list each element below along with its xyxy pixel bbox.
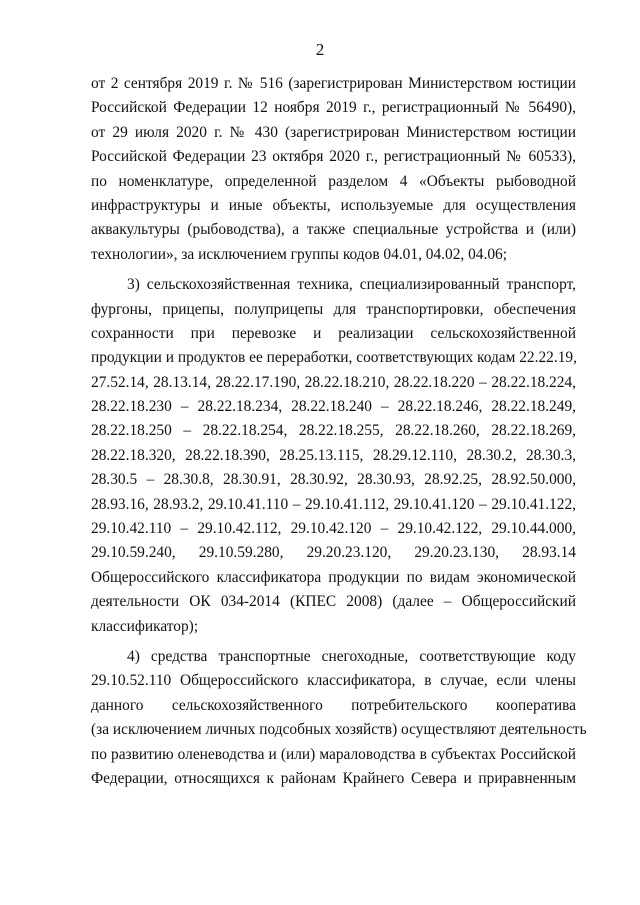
- text-line: продукции и продуктов ее переработки, соответствующих кодам 22.22.19,: [91, 349, 577, 367]
- text-line: сохранности при перевозке и реализации сельскохозяйственной: [91, 324, 576, 342]
- text-line: технологии», за исключением группы кодов 04.01, 04.02, 04.06;: [91, 245, 507, 263]
- text-line: классификатор);: [91, 617, 199, 635]
- paragraph-3-start: 3) сельскохозяйственная техника, специализированный транспорт,: [127, 276, 576, 294]
- text-line: Федерации, относящихся к районам Крайнего Севера и приравненным: [91, 769, 576, 787]
- document-body: [91, 72, 587, 791]
- text-line: по развитию оленеводства и (или) мараловодства в субъектах Российской: [91, 745, 576, 763]
- text-line: (за исключением личных подсобных хозяйств) осуществляют деятельность: [91, 721, 587, 739]
- text-line: инфраструктуры и иные объекты, используемые для осуществления: [91, 196, 576, 214]
- text-line: 28.22.18.320, 28.22.18.390, 28.25.13.115, 28.29.12.110, 28.30.2, 28.30.3,: [91, 446, 576, 464]
- text-line: по номенклатуре, определенной разделом 4 «Объекты рыбоводной: [91, 172, 576, 190]
- text-line: 28.22.18.230 – 28.22.18.234, 28.22.18.240 – 28.22.18.246, 28.22.18.249,: [91, 398, 576, 416]
- text-line: данного сельскохозяйственного потребительского кооператива: [91, 696, 576, 714]
- text-line: аквакультуры (рыбоводства), а также специальные устройства и (или): [91, 221, 576, 239]
- text-line: 28.22.18.250 – 28.22.18.254, 28.22.18.255, 28.22.18.260, 28.22.18.269,: [91, 422, 576, 440]
- text-line: 29.10.52.110 Общероссийского классификатора, в случае, если члены: [91, 672, 576, 690]
- paragraph-4-start: 4) средства транспортные снегоходные, соответствующие коду: [127, 647, 576, 665]
- text-line: от 2 сентября 2019 г. № 516 (зарегистрирован Министерством юстиции: [91, 75, 576, 92]
- text-line: 27.52.14, 28.13.14, 28.22.17.190, 28.22.18.210, 28.22.18.220 – 28.22.18.224,: [91, 373, 576, 391]
- text-line: Общероссийского классификатора продукции по видам экономической: [91, 568, 576, 586]
- text-line: Российской Федерации 12 ноября 2019 г., регистрационный № 56490),: [91, 99, 576, 117]
- text-line: фургоны, прицепы, полуприцепы для транспортировки, обеспечения: [91, 300, 576, 318]
- text-line: 28.93.16, 28.93.2, 29.10.41.110 – 29.10.41.112, 29.10.41.120 – 29.10.41.122,: [91, 495, 576, 513]
- text-line: деятельности ОК 034-2014 (КПЕС 2008) (далее – Общероссийский: [91, 593, 576, 611]
- text-line: 29.10.59.240, 29.10.59.280, 29.20.23.120, 29.20.23.130, 28.93.14: [91, 544, 576, 562]
- text-line: Российской Федерации 23 октября 2020 г., регистрационный № 60533),: [91, 148, 576, 166]
- text-line: 28.30.5 – 28.30.8, 28.30.91, 28.30.92, 28.30.93, 28.92.25, 28.92.50.000,: [91, 471, 576, 489]
- page-number: 2: [315, 40, 325, 59]
- text-line: от 29 июля 2020 г. № 430 (зарегистрирован Министерством юстиции: [91, 123, 576, 141]
- text-line: 29.10.42.110 – 29.10.42.112, 29.10.42.120 – 29.10.42.122, 29.10.44.000,: [91, 520, 576, 538]
